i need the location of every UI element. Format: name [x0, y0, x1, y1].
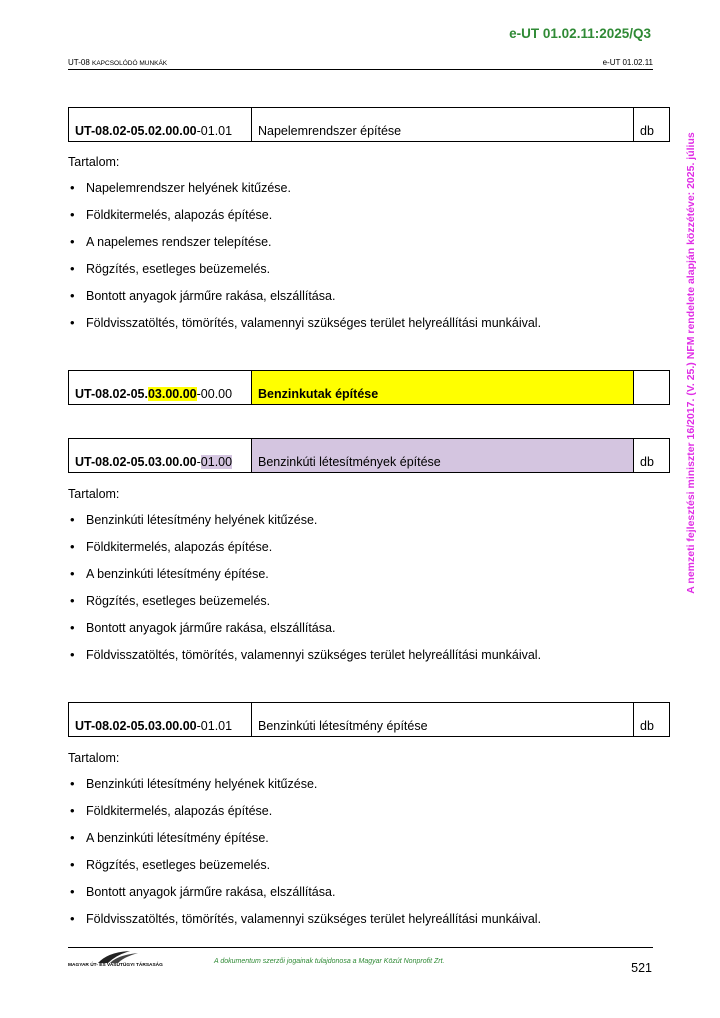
group-title: Benzinkutak építése [252, 371, 634, 405]
organization-logo: MAGYAR ÚT- ÉS VASÚTÜGYI TÁRSASÁG [68, 950, 168, 974]
item-code-table [68, 438, 670, 473]
item-code-table [68, 702, 670, 737]
item-content [68, 487, 668, 675]
item-unit: db [634, 439, 670, 473]
running-header-left: UT-08 KAPCSOLÓDÓ MUNKÁK [68, 58, 168, 67]
list-item: • Földvisszatöltés, tömörítés, valamennyi szükséges terület helyreállítási munkáival. [68, 316, 668, 343]
running-header [68, 58, 653, 70]
list-item: • A napelemes rendszer telepítése. [68, 235, 668, 262]
list-item: • Bontott anyagok járműre rakása, elszállítása. [68, 289, 668, 316]
footer-divider [68, 947, 653, 948]
item-code: UT-08.02-05.02.00.00-01.01 [69, 108, 252, 142]
list-item: • Rögzítés, esetleges beüzemelés. [68, 262, 668, 289]
group-unit [634, 371, 670, 405]
content-label: Tartalom: [68, 155, 120, 169]
copyright-notice: A dokumentum szerzői jogainak tulajdonosa a Magyar Közút Nonprofit Zrt. [214, 958, 445, 965]
page-number: 521 [631, 961, 652, 975]
item-content [68, 751, 668, 939]
content-list [68, 181, 668, 343]
list-item: • Napelemrendszer helyének kitűzése. [68, 181, 668, 208]
list-item: • A benzinkúti létesítmény építése. [68, 831, 668, 858]
group-code-table [68, 370, 670, 405]
list-item: • Földvisszatöltés, tömörítés, valamennyi szükséges terület helyreállítási munkáival. [68, 648, 668, 675]
content-list [68, 777, 668, 939]
list-item: • Földkitermelés, alapozás építése. [68, 804, 668, 831]
list-item: • Benzinkúti létesítmény helyének kitűzése. [68, 777, 668, 804]
list-item: • Bontott anyagok járműre rakása, elszállítása. [68, 621, 668, 648]
item-content [68, 155, 668, 343]
list-item: • Benzinkúti létesítmény helyének kitűzése. [68, 513, 668, 540]
content-list [68, 513, 668, 675]
document-code: e-UT 01.02.11:2025/Q3 [509, 26, 651, 41]
side-publication-note: A nemzeti fejlesztési miniszter 16/2017. (V. 25.) NFM rendelete alapján közzétéve: 2025. július [685, 131, 697, 594]
content-label: Tartalom: [68, 487, 120, 501]
list-item: • Földkitermelés, alapozás építése. [68, 540, 668, 567]
running-header-right: e-UT 01.02.11 [602, 58, 653, 67]
list-item: • Földkitermelés, alapozás építése. [68, 208, 668, 235]
list-item: • Rögzítés, esetleges beüzemelés. [68, 858, 668, 885]
item-code: UT-08.02-05.03.00.00-01.01 [69, 703, 252, 737]
list-item: • Rögzítés, esetleges beüzemelés. [68, 594, 668, 621]
list-item: • Földvisszatöltés, tömörítés, valamennyi szükséges terület helyreállítási munkáival. [68, 912, 668, 939]
item-title: Benzinkúti létesítmények építése [252, 439, 634, 473]
list-item: • Bontott anyagok járműre rakása, elszállítása. [68, 885, 668, 912]
group-code: UT-08.02-05.03.00.00-00.00 [69, 371, 252, 405]
list-item: • A benzinkúti létesítmény építése. [68, 567, 668, 594]
item-code: UT-08.02-05.03.00.00-01.00 [69, 439, 252, 473]
item-unit: db [634, 108, 670, 142]
item-title: Napelemrendszer építése [252, 108, 634, 142]
item-unit: db [634, 703, 670, 737]
road-logo-icon [68, 950, 168, 964]
item-code-table [68, 107, 670, 142]
content-label: Tartalom: [68, 751, 120, 765]
item-title: Benzinkúti létesítmény építése [252, 703, 634, 737]
